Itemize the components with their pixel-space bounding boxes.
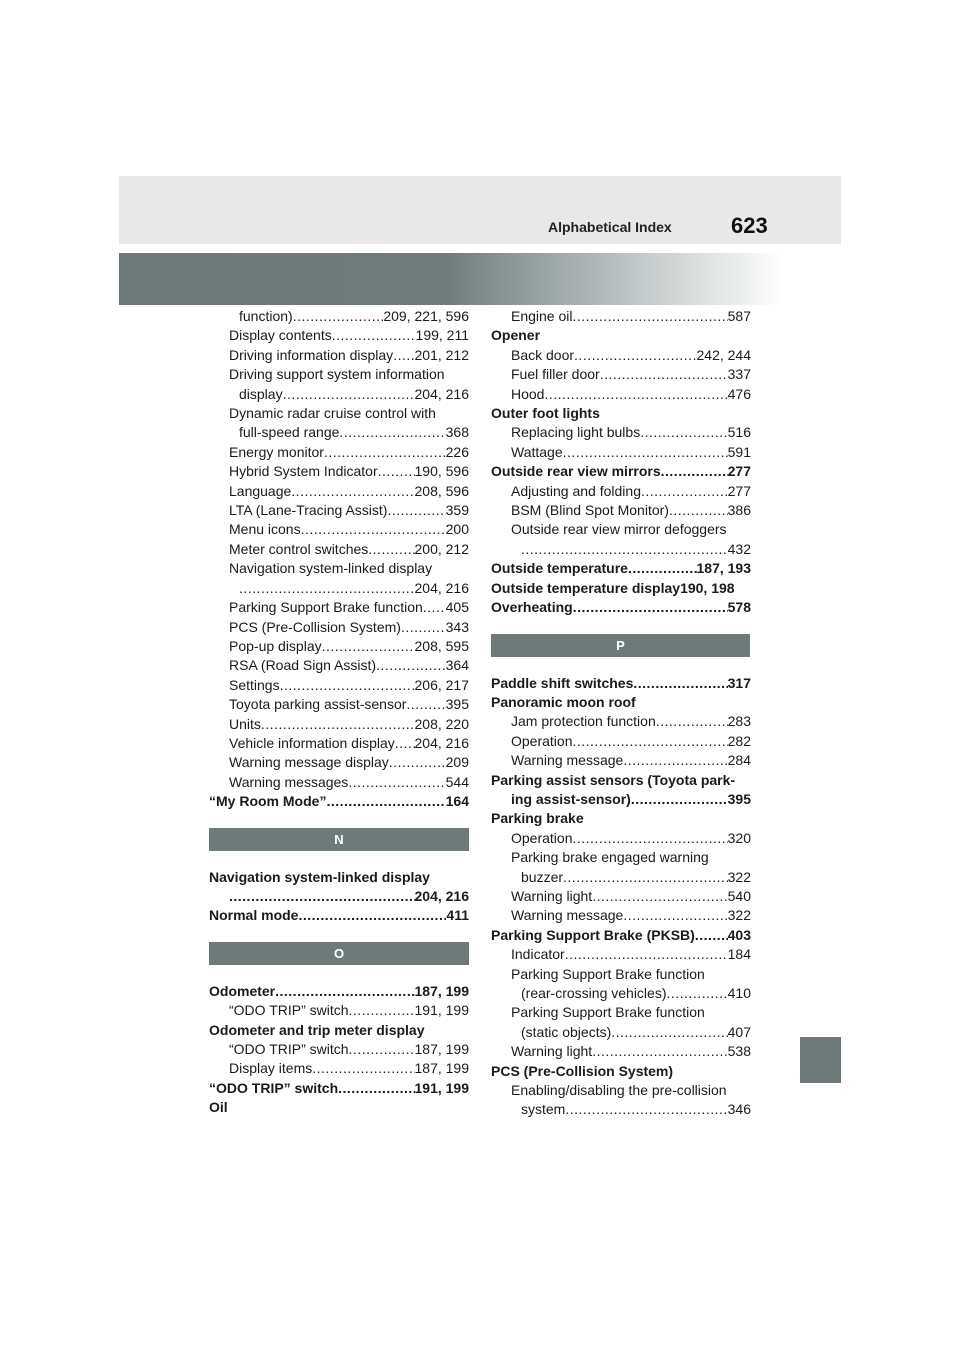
index-entry-heading: Outside rear view mirror defoggers	[511, 521, 727, 538]
index-entry: Settings ..... 206, 217	[209, 676, 469, 695]
index-entry-main: Odometer ..... 187, 199	[209, 982, 469, 1001]
index-entry: Meter control switches ..... 200, 212	[209, 540, 469, 559]
index-entry: Warning light ..... 538	[491, 1042, 751, 1061]
index-entry-main: Parking assist sensors (Toyota park-	[491, 771, 736, 788]
index-entry-main: Overheating ..... 578	[491, 598, 751, 617]
index-entry-main: Odometer and trip meter display	[209, 1021, 425, 1038]
index-entry: Hybrid System Indicator ..... 190, 596	[209, 462, 469, 481]
index-entry: Language ..... 208, 596	[209, 482, 469, 501]
index-entry: Wattage ..... 591	[491, 443, 751, 462]
index-entry: buzzer ..... 322	[491, 868, 751, 887]
index-entry: Warning messages ..... 544	[209, 773, 469, 792]
index-entry-main: ..... 204, 216	[209, 887, 469, 906]
index-entry: Engine oil ..... 587	[491, 307, 751, 326]
index-entry: Indicator ..... 184	[491, 945, 751, 964]
index-entry-main: Paddle shift switches ..... 317	[491, 674, 751, 693]
index-entry-main: Opener	[491, 327, 541, 344]
index-entry: Back door ..... 242, 244	[491, 346, 751, 365]
index-entry: (rear-crossing vehicles) ..... 410	[491, 984, 751, 1003]
index-column-left	[209, 307, 469, 1118]
index-entry-main: “My Room Mode” ..... 164	[209, 792, 469, 811]
index-entry: Operation ..... 282	[491, 732, 751, 751]
index-entry: (static objects) ..... 407	[491, 1023, 751, 1042]
index-entry: Pop-up display ..... 208, 595	[209, 637, 469, 656]
index-entry: Operation ..... 320	[491, 829, 751, 848]
index-entry: ..... 432	[491, 540, 751, 559]
index-entry: Energy monitor ..... 226	[209, 443, 469, 462]
index-entry-main: ing assist-sensor) ..... 395	[491, 790, 751, 809]
page-number: 623	[731, 213, 768, 238]
index-entry: system ..... 346	[491, 1100, 751, 1119]
index-entry: Display contents ..... 199, 211	[209, 326, 469, 345]
index-entry-main: Panoramic moon roof	[491, 693, 636, 710]
index-entry: Driving information display ..... 201, 212	[209, 346, 469, 365]
index-entry-main: Outside rear view mirrors ..... 277	[491, 462, 751, 481]
index-entry-heading: Dynamic radar cruise control with	[229, 405, 436, 422]
header-gradient-bar	[119, 253, 841, 305]
index-entry-heading: Navigation system-linked display	[229, 560, 433, 577]
index-column-right	[491, 307, 751, 1120]
index-entry-main: Oil	[209, 1099, 228, 1116]
index-entry-main: Normal mode ..... 411	[209, 906, 469, 925]
index-entry: Display items ..... 187, 199	[209, 1059, 469, 1078]
index-entry-main: Outside temperature ..... 187, 193	[491, 559, 751, 578]
index-entry: Parking Support Brake function ..... 405	[209, 598, 469, 617]
index-entry-heading: Parking brake engaged warning	[511, 849, 709, 866]
index-entry: display ..... 204, 216	[209, 385, 469, 404]
section-header-n: N	[209, 828, 469, 851]
index-entry: PCS (Pre-Collision System) ..... 343	[209, 618, 469, 637]
index-entry: ..... 204, 216	[209, 579, 469, 598]
index-entry: Warning message display ..... 209	[209, 753, 469, 772]
index-entry: Vehicle information display ..... 204, 216	[209, 734, 469, 753]
index-entry: Warning message ..... 322	[491, 906, 751, 925]
index-entry: Hood ..... 476	[491, 385, 751, 404]
index-entry-main: Outside temperature display 190, 198	[491, 579, 735, 596]
index-entry: function) ..... 209, 221, 596	[209, 307, 469, 326]
index-entry-main: Navigation system-linked display	[209, 868, 430, 885]
index-entry-main: Parking brake	[491, 810, 584, 827]
index-entry-heading: Driving support system information	[229, 366, 445, 383]
index-entry: Units ..... 208, 220	[209, 715, 469, 734]
index-entry-main: “ODO TRIP” switch ..... 191, 199	[209, 1079, 469, 1098]
index-entry: Jam protection function ..... 283	[491, 712, 751, 731]
index-entry-main: Parking Support Brake (PKSB) ..... 403	[491, 926, 751, 945]
index-entry: Toyota parking assist-sensor ..... 395	[209, 695, 469, 714]
index-entry: Replacing light bulbs ..... 516	[491, 423, 751, 442]
index-entry: BSM (Blind Spot Monitor) ..... 386	[491, 501, 751, 520]
index-entry: full-speed range ..... 368	[209, 423, 469, 442]
index-entry: Adjusting and folding ..... 277	[491, 482, 751, 501]
section-header-p: P	[491, 634, 750, 657]
index-entry-heading: Parking Support Brake function	[511, 965, 705, 982]
index-entry: Warning light ..... 540	[491, 887, 751, 906]
index-entry: Fuel filler door ..... 337	[491, 365, 751, 384]
index-entry: RSA (Road Sign Assist) ..... 364	[209, 656, 469, 675]
index-entry: Menu icons ..... 200	[209, 520, 469, 539]
section-title: Alphabetical Index	[548, 219, 672, 235]
index-entry-heading: Enabling/disabling the pre-collision	[511, 1082, 727, 1099]
index-entry: “ODO TRIP” switch ..... 191, 199	[209, 1001, 469, 1020]
index-entry-heading: Parking Support Brake function	[511, 1004, 705, 1021]
index-entry: LTA (Lane-Tracing Assist) ..... 359	[209, 501, 469, 520]
index-entry: “ODO TRIP” switch ..... 187, 199	[209, 1040, 469, 1059]
index-entry: Warning message ..... 284	[491, 751, 751, 770]
index-entry-main: Outer foot lights	[491, 405, 600, 422]
index-entry-main: PCS (Pre-Collision System)	[491, 1062, 674, 1079]
section-header-o: O	[209, 942, 469, 965]
chapter-thumb-tab	[800, 1037, 841, 1083]
